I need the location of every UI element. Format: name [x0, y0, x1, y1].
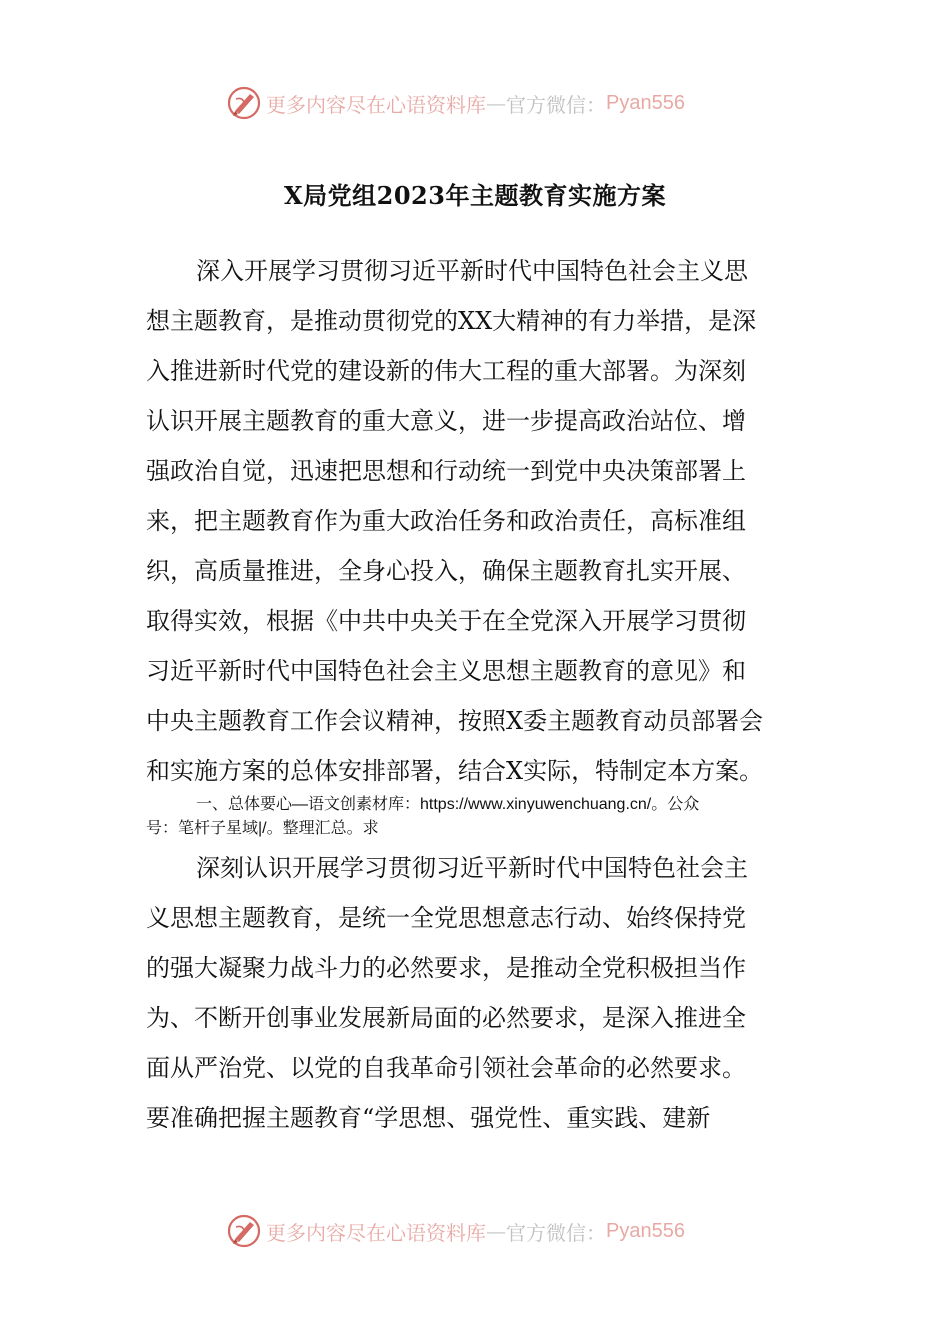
text-line: 深刻认识开展学习贯彻习近平新时代中国特色社会主 [196, 854, 748, 882]
text-line: 中央主题教育工作会议精神，按照X委主题教育动员部署会 [146, 707, 764, 735]
banner-separator: — [486, 91, 506, 115]
text-line: 织，高质量推进，全身心投入，确保主题教育扎实开展、 [146, 557, 746, 585]
banner-slogan: 更多内容尽在心语资料库 [266, 1220, 486, 1245]
banner-wechat-label: 官方微信： [506, 92, 606, 117]
text-line: 要准确把握主题教育“学思想、强党性、重实践、建新 [146, 1104, 711, 1132]
text-line: 义思想主题教育，是统一全党思想意志行动、始终保持党 [146, 904, 746, 932]
text-line: 和实施方案的总体安排部署，结合X实际，特制定本方案。 [146, 757, 764, 785]
header-banner [226, 83, 685, 123]
text-line: 取得实效，根据《中共中央关于在全党深入开展学习贯彻 [146, 607, 746, 635]
banner-separator: — [486, 1219, 506, 1243]
banner-wechat-label: 官方微信： [506, 1220, 606, 1245]
text-line: 面从严治党、以党的自我革命引领社会革命的必然要求。 [146, 1054, 746, 1082]
pen-logo-icon [226, 1213, 262, 1249]
text-line: 来，把主题教育作为重大政治任务和政治责任，高标准组 [146, 507, 746, 535]
text-line: 一、总体要心—语文创素材库：https://www.xinyuwenchuang.cn/。公众 [196, 796, 700, 813]
banner-slogan: 更多内容尽在心语资料库 [266, 92, 486, 117]
text-line: 号：笔杆子星域|/。整理汇总。求 [146, 820, 379, 837]
banner-wechat-id: Pyan556 [606, 91, 685, 114]
banner-wechat-id: Pyan556 [606, 1219, 685, 1242]
text-line: 为、不断开创事业发展新局面的必然要求，是深入推进全 [146, 1004, 746, 1032]
text-line: 习近平新时代中国特色社会主义思想主题教育的意见》和 [146, 657, 746, 685]
document-title: X局党组2023年主题教育实施方案 [284, 181, 666, 210]
text-line: 认识开展主题教育的重大意义，进一步提高政治站位、增 [146, 407, 746, 435]
footer-banner [226, 1211, 685, 1251]
pen-logo-icon [226, 85, 262, 121]
text-line: 入推进新时代党的建设新的伟大工程的重大部署。为深刻 [146, 357, 746, 385]
text-line: 强政治自觉，迅速把思想和行动统一到党中央决策部署上 [146, 457, 746, 485]
text-line: 想主题教育，是推动贯彻党的XX大精神的有力举措，是深 [146, 307, 757, 335]
text-line: 的强大凝聚力战斗力的必然要求，是推动全党积极担当作 [146, 954, 746, 982]
text-line: 深入开展学习贯彻习近平新时代中国特色社会主义思 [196, 257, 748, 285]
